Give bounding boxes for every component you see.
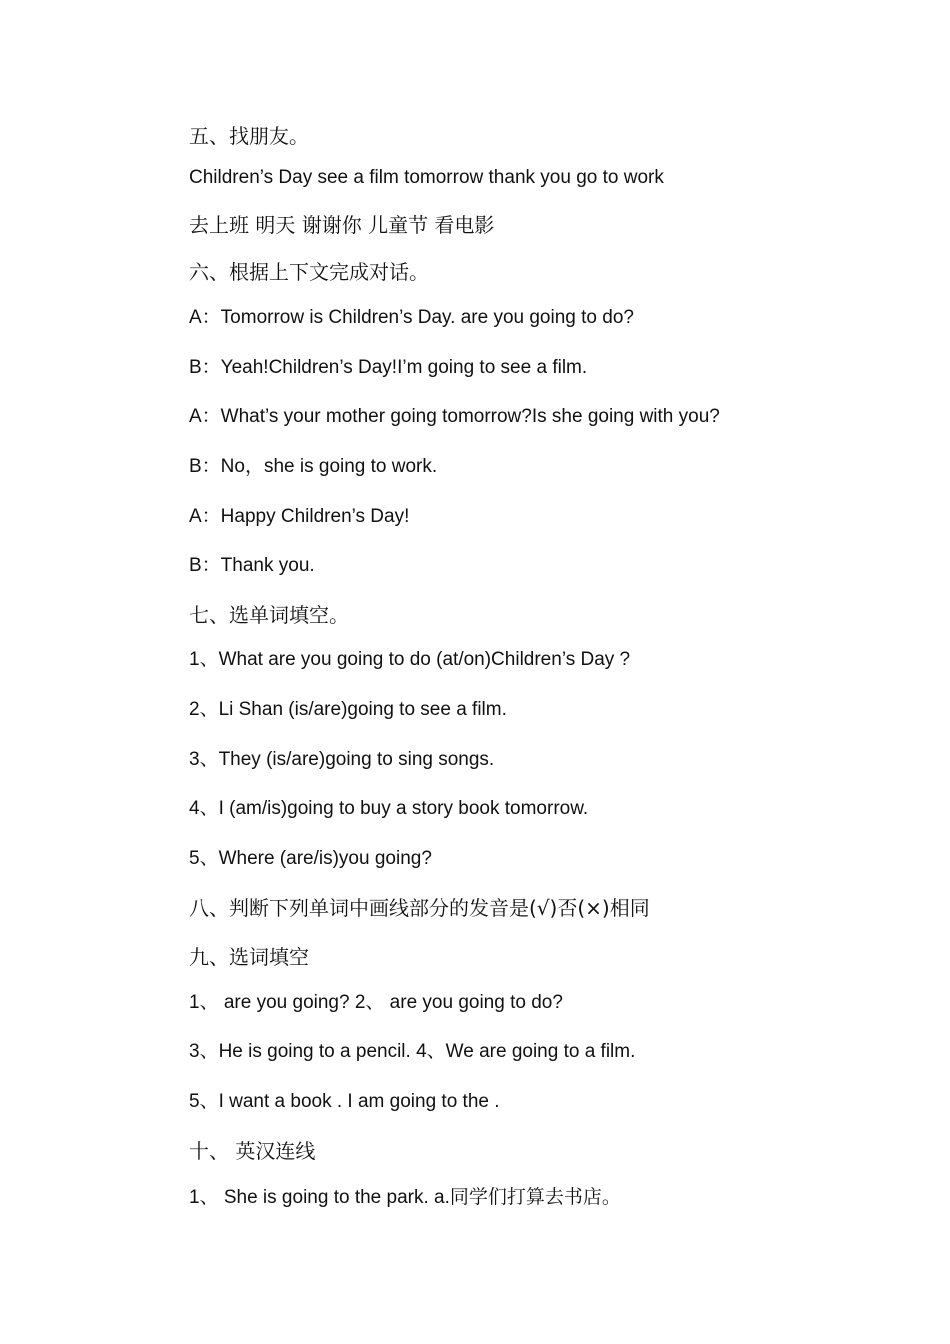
- dialogue-line: B：No，she is going to work.: [189, 456, 438, 477]
- section-five-english-words: Children’s Day see a film tomorrow thank you go to work: [189, 167, 664, 188]
- section-ten-heading: 十、 英汉连线: [189, 1139, 316, 1163]
- dialogue-line: A：What’s your mother going tomorrow?Is she going with you?: [189, 406, 720, 427]
- exercise-item: 5、Where (are/is)you going?: [189, 848, 432, 869]
- section-six-heading: 六、根据上下文完成对话。: [189, 260, 429, 284]
- section-nine-heading: 九、选词填空: [189, 945, 309, 969]
- dialogue-line: B：Thank you.: [189, 555, 315, 576]
- exercise-item: 3、He is going to a pencil. 4、We are going to a film.: [189, 1041, 636, 1062]
- section-five-heading: 五、找朋友。: [189, 124, 309, 148]
- section-seven-heading: 七、选单词填空。: [189, 603, 349, 627]
- section-eight-heading: 八、判断下列单词中画线部分的发音是(√)否(×)相同: [189, 896, 650, 920]
- section-five-chinese-words: 去上班 明天 谢谢你 儿童节 看电影: [189, 213, 495, 237]
- exercise-item: 1、 are you going? 2、 are you going to do?: [189, 992, 563, 1013]
- exercise-item: 2、Li Shan (is/are)going to see a film.: [189, 699, 507, 720]
- dialogue-line: B：Yeah!Children’s Day!I’m going to see a film.: [189, 357, 588, 378]
- matching-item: 1、 She is going to the park. a.同学们打算去书店。: [189, 1187, 621, 1208]
- exercise-item: 4、I (am/is)going to buy a story book tomorrow.: [189, 798, 589, 819]
- exercise-item: 3、They (is/are)going to sing songs.: [189, 749, 495, 770]
- exercise-item: 1、What are you going to do (at/on)Children’s Day ?: [189, 649, 631, 670]
- exercise-item: 5、I want a book . I am going to the .: [189, 1091, 500, 1112]
- dialogue-line: A：Happy Children’s Day!: [189, 506, 410, 527]
- dialogue-line: A：Tomorrow is Children’s Day. are you going to do?: [189, 307, 634, 328]
